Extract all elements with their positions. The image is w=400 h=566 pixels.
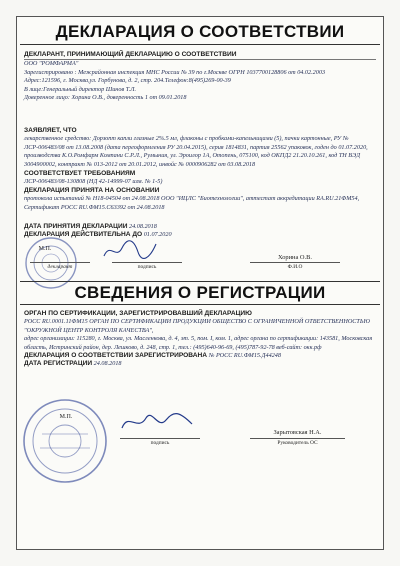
registration-date-label: ДАТА РЕГИСТРАЦИИ [24, 360, 93, 368]
declarant-name: Хорина О.В. [278, 254, 312, 261]
registration-heading: ОРГАН ПО СЕРТИФИКАЦИИ, ЗАРЕГИСТРИРОВАВШИЙ ДЕКЛАРАЦИЮ [24, 310, 252, 317]
applicant-address: Адрес:121596, г. Москва,ул. Горбунова, д. 2, стр. 204.Телефон:8(495)269-00-39 [24, 77, 231, 85]
signature-declarant [100, 238, 160, 262]
applicant-name: ООО "РОМФАРМА" [24, 60, 79, 68]
basis-heading: ДЕКЛАРАЦИЯ ПРИНЯТА НА ОСНОВАНИИ [24, 186, 160, 194]
applicant-section [24, 51, 376, 102]
title-registration: СВЕДЕНИЯ О РЕГИСТРАЦИИ [20, 281, 380, 305]
accepted-label: ДАТА ПРИНЯТИЯ ДЕКЛАРАЦИИ [24, 223, 128, 230]
requirements-section [24, 170, 376, 212]
applicant-head: В лице:Генеральный директор Шинов Т.Л. [24, 85, 137, 93]
declarant-role-line [30, 262, 90, 263]
registrar-sign-line [120, 438, 200, 439]
registrar-name: Зарытовская Н.А. [273, 429, 322, 436]
registration-org-details: адрес организации: 115280, г. Москва, ул. Масленкова, д. 4, эт. 5, пом. I, ком. 1, адрес органа по сертификации: 143581, Московская область, Истринский район, дер. Лешково, д. 248, стр. 1, тел.: (495)640-96-69, (495)787-92-78 веб-сайт: окк.рф [24, 335, 373, 351]
applicant-authority: Доверенное лицо: Хорина О.В., доверенность 1 от 09.01.2018 [24, 94, 187, 102]
seal-stamp-registration [22, 398, 108, 484]
declarant-name-line [250, 262, 340, 263]
declarant-sign-caption: подпись [137, 264, 157, 270]
claims-heading: ЗАЯВЛЯЕТ, ЧТО [24, 127, 77, 134]
registration-org-line: РОСС RU.0001.11ФМ15 ОРГАН ПО СЕРТИФИКАЦИИ ПРОДУКЦИИ ОБЩЕСТВО С ОГРАНИЧЕННОЙ ОТВЕТСТВЕННОСТЬЮ "ОКРУЖНОЙ ЦЕНТР КОНТРОЛЯ КАЧЕСТВА", [24, 318, 370, 334]
claims-section [24, 127, 376, 169]
registration-section [24, 310, 376, 369]
registrar-name-line [250, 438, 345, 439]
registration-date-value: 24.08.2018 [93, 360, 122, 368]
applicant-registration: Зарегистрировано : Межрайонная инспекция МНС России № 39 по г.Москве ОГРН 1037700128806 от 04.02.2003 [24, 68, 326, 76]
registrar-role-caption: Руководитель ОС [277, 440, 318, 446]
declarant-sign-line [112, 262, 182, 263]
valid-label: ДЕКЛАРАЦИЯ ДЕЙСТВИТЕЛЬНА ДО [24, 231, 143, 239]
dates-section [24, 223, 376, 240]
valid-value: 01.07.2020 [143, 231, 172, 239]
requirements-text: ЛСР-006483/08-130808 (НД 42-14999-07 изм. № 1-5) [24, 178, 163, 186]
declarant-role: декларант [47, 264, 73, 270]
applicant-heading: ДЕКЛАРАНТ, ПРИНИМАЮЩИЙ ДЕКЛАРАЦИЮ О СООТВЕТСТВИИ [24, 51, 376, 60]
signature-registrar [118, 406, 196, 436]
requirements-heading: СООТВЕТСТВУЕТ ТРЕБОВАНИЯМ [24, 170, 136, 177]
registration-number-value: № РОСС RU.ФМ15.Д44248 [208, 352, 281, 360]
claims-text: лекарственное средство: Дорзопт капли глазные 2%.5 мл, флаконы с пробками-капельницами (5), пачки картонные, РУ № ЛСР-006483/08 от 13.08.2008 (дата переоформления РУ 20.04.2015), серия 1814831, партия 25562 упаковок, годен до 01.07.2020, производства К.О.Ромфарм Компани С.Р.Л., Румыния, ул. Эроилор 1А, Отопень, 075100, код ОКПД2 21.20.10.261, код ТН ВЭД 3004900002, контракт № 013-2012 от 20.01.2012, инвойс № 0000906282 от 03.08.2018 [24, 135, 368, 168]
seal-label-top: М.П. [38, 246, 52, 252]
registrar-sign-caption: подпись [150, 440, 170, 446]
accepted-value: 24.08.2018 [128, 223, 157, 230]
title-declaration: ДЕКЛАРАЦИЯ О СООТВЕТСТВИИ [20, 22, 380, 45]
declarant-name-caption: Ф.И.О [287, 264, 303, 270]
basis-text: протокола испытаний № Н18-04504 от 24.08.2018 ООО "ИЦЛС "Биотехнологии", аттестат аккредитации RA.RU.21ФМ54, Сертификат РОСС RU.ФМ15.C63392 от 24.08.2018 [24, 195, 360, 211]
seal-label-registration: М.П. [59, 414, 73, 420]
registration-number-label: ДЕКЛАРАЦИЯ О СООТВЕТСТВИИ ЗАРЕГИСТРИРОВАНА [24, 352, 208, 360]
